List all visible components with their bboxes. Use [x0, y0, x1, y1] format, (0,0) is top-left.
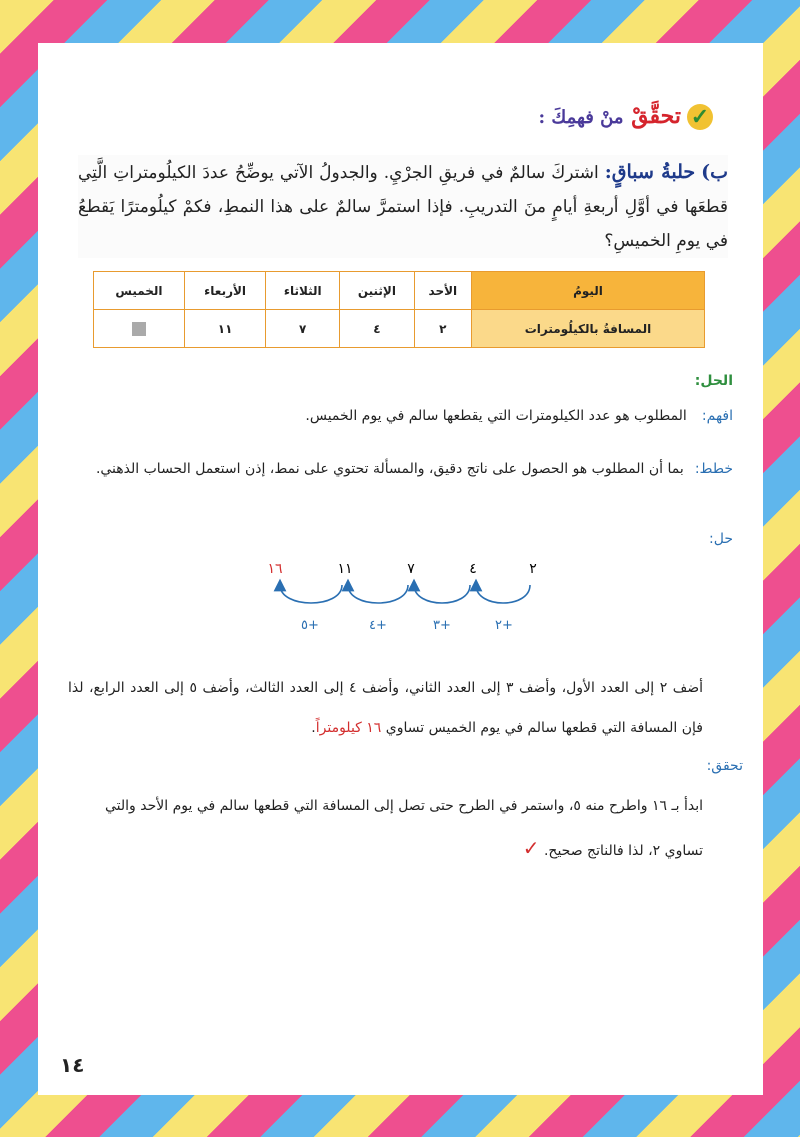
distance-table [93, 271, 705, 348]
section-heading [539, 103, 713, 130]
understand-text: المطلوب هو عدد الكيلومترات التي يقطعها سالم في يوم الخميس. [305, 408, 687, 424]
step-arrow [476, 585, 530, 603]
question-label: ب) [701, 161, 729, 183]
table-row [94, 272, 705, 310]
table-cell: ٧ [266, 310, 340, 348]
step-increment: ٣+ [433, 618, 451, 633]
check-paragraph [103, 785, 703, 872]
question-title: حلبةُ سباقٍ: [604, 161, 696, 183]
understand-label: افهم: [701, 408, 733, 424]
question-block [78, 155, 728, 258]
check-label: تحقق: [706, 758, 743, 774]
unknown-value-cell [94, 310, 185, 348]
page [38, 43, 763, 1095]
answer-end: . [311, 720, 316, 736]
sequence-number: ٧ [407, 561, 415, 577]
sequence-answer: ١٦ [267, 561, 283, 577]
step-arrow [280, 585, 342, 603]
table-cell: ٢ [414, 310, 471, 348]
plan-label: خطط: [694, 461, 733, 477]
table-cell: الإثنين [340, 272, 415, 310]
plan-row [53, 448, 733, 489]
table-cell: الخميس [94, 272, 185, 310]
solution-heading: الحل: [694, 373, 733, 389]
table-cell: الثلاثاء [266, 272, 340, 310]
step-increment: ٥+ [301, 618, 319, 633]
explanation-paragraph [68, 668, 703, 748]
table-cell: الأربعاء [184, 272, 265, 310]
page-number: ١٤ [60, 1053, 85, 1077]
step-increment: ٤+ [369, 618, 387, 633]
plan-text: بما أن المطلوب هو الحصول على ناتج دقيق، والمسألة تحتوي على نمط، إذن استعمل الحساب الذهني. [95, 461, 684, 477]
check-mark-icon: ✓ [687, 104, 713, 130]
step-increment: ٢+ [495, 618, 513, 633]
table-header-cell: المسافةُ بالكيلُومترات [472, 310, 705, 348]
table-cell: ٤ [340, 310, 415, 348]
heading-title: تحقَّقْ [631, 103, 681, 129]
correct-check-icon: ✓ [522, 836, 540, 860]
table-header-cell: اليومُ [472, 272, 705, 310]
solve-label: حل: [709, 531, 733, 547]
sequence-number: ٢ [529, 561, 537, 577]
sequence-number: ١١ [337, 561, 353, 577]
table-row [94, 310, 705, 348]
check-text: ابدأ بـ ١٦ واطرح منه ٥، واستمر في الطرح حتى تصل إلى المسافة التي قطعها سالم في يوم الأحد والتي تساوي ٢، لذا فالناتج صحيح. [105, 798, 703, 859]
heading-subtitle: منْ فهمِكَ : [538, 107, 624, 128]
table-cell: الأحد [414, 272, 471, 310]
step-arrow [348, 585, 408, 603]
explanation-text: أضف ٢ إلى العدد الأول، وأضف ٣ إلى العدد الثاني، وأضف ٤ إلى العدد الثالث، وأضف ٥ إلى العدد الرابع، لذا فإن المسافة التي قطعها سالم في يوم الخميس تساوي [68, 680, 703, 736]
table-cell: ١١ [184, 310, 265, 348]
sequence-number: ٤ [469, 561, 477, 577]
answer-text: ١٦ كيلومتراً [315, 720, 382, 736]
number-pattern-diagram [248, 551, 548, 641]
understand-row [73, 405, 733, 424]
step-arrow [414, 585, 470, 603]
placeholder-square-icon [132, 322, 146, 336]
question-text: اشتركَ سالمٌ في فريقِ الجرْيِ. والجدولُ الآتي يوضِّحُ عددَ الكيلُومتراتِ الَّتِي قطعَها في أوَّلِ أربعةِ أيامٍ منَ التدريبِ. فإذا استمرَّ سالمٌ على هذا النمطِ، فكمْ كيلُومترًا يَقطعُ في يومِ الخميسِ؟ [78, 163, 728, 251]
